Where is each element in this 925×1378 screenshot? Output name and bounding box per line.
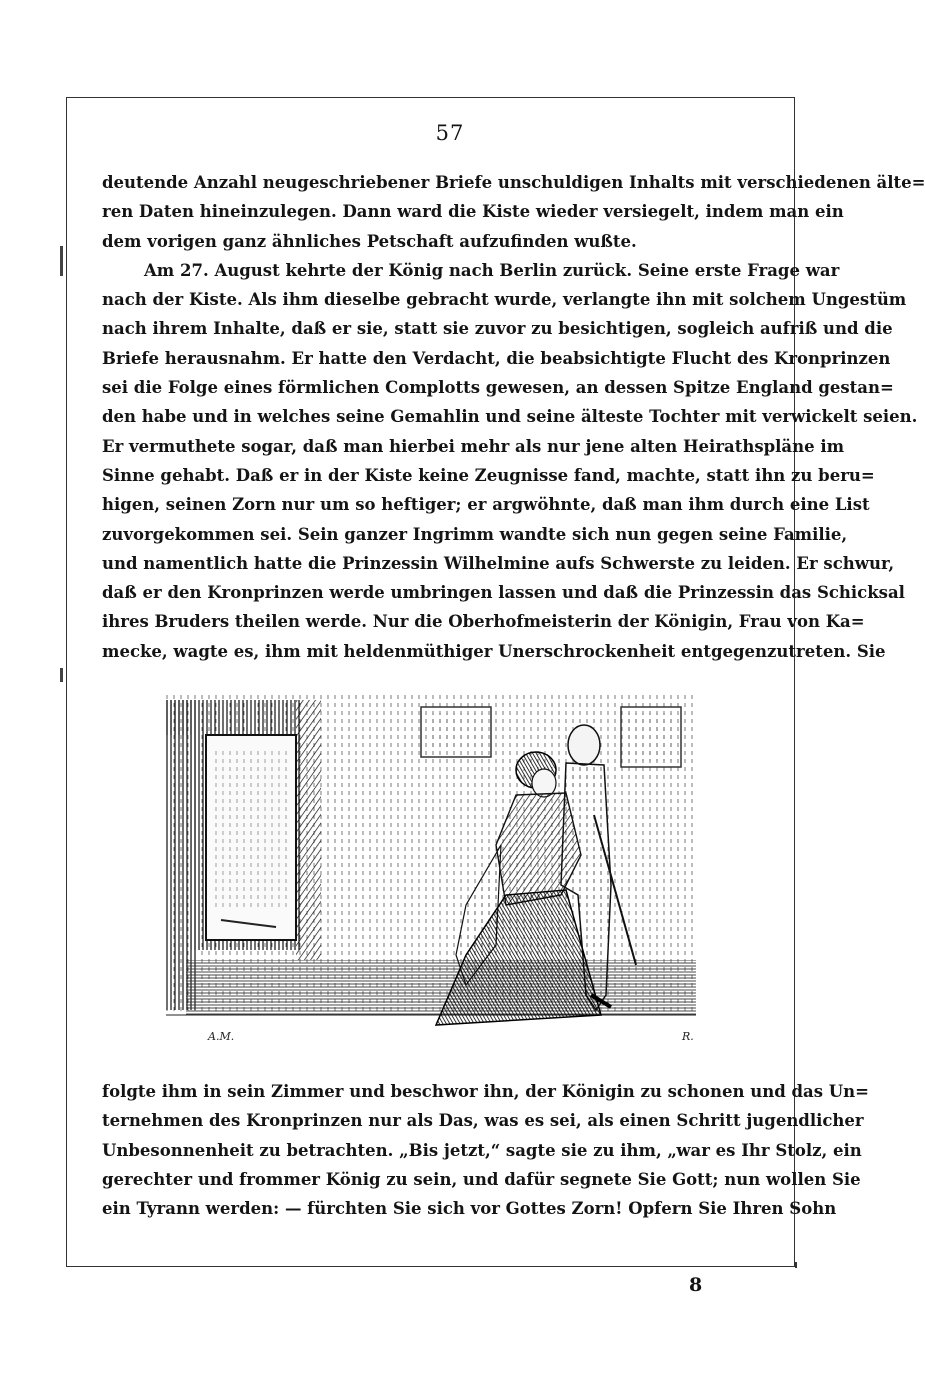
text-line: nach ihrem Inhalte, daß er sie, statt sie zuvor zu besichtigen, sogleich aufriß und die: [102, 319, 893, 339]
engraver-signature: R.: [682, 1030, 694, 1043]
text-line: nach der Kiste. Als ihm dieselbe gebracht wurde, verlangte ihn mit solchem Ungestüm: [102, 290, 907, 310]
text-line: ternehmen des Kronprinzen nur als Das, was es sei, als einen Schritt jugendlicher: [102, 1111, 864, 1131]
engraving-illustration: [166, 695, 696, 1045]
door-frame: [296, 700, 321, 960]
illustrator-signature: A.M.: [208, 1030, 235, 1043]
wall-picture-inner: [428, 713, 484, 751]
text-line: higen, seinen Zorn nur um so heftiger; er argwöhnte, daß man ihm durch eine List: [102, 495, 870, 515]
text-line: und namentlich hatte die Prinzessin Wilhelmine aufs Schwerste zu leiden. Er schwur,: [102, 553, 895, 573]
page-number: 57: [435, 121, 465, 145]
text-line: zuvorgekommen sei. Sein ganzer Ingrimm wandte sich nun gegen seine Familie,: [102, 524, 848, 544]
body-text-bottom: [102, 1077, 869, 1223]
text-line: ihres Bruders theilen werde. Nur die Oberhofmeisterin der Königin, Frau von Ka=: [102, 612, 865, 632]
text-line: ren Daten hineinzulegen. Dann ward die Kiste wieder versiegelt, indem man ein: [102, 202, 844, 222]
text-line: dem vorigen ganz ähnliches Petschaft aufzufinden wußte.: [102, 231, 637, 251]
text-line: Sinne gehabt. Daß er in der Kiste keine Zeugnisse fand, machte, statt ihn zu beru=: [102, 465, 875, 485]
text-line: Unbesonnenheit zu betrachten. „Bis jetzt,“ sagte sie zu ihm, „war es Ihr Stolz, ein: [102, 1140, 862, 1160]
frame-corner: [795, 1262, 797, 1268]
sheet-signature: 8: [689, 1274, 703, 1296]
text-line: den habe und in welches seine Gemahlin und seine älteste Tochter mit verwickelt seien.: [102, 407, 918, 427]
wall-picture-inner: [628, 713, 674, 761]
text-line: Am 27. August kehrte der König nach Berlin zurück. Seine erste Frage war: [144, 260, 840, 280]
text-line: Briefe herausnahm. Er hatte den Verdacht, die beabsichtigte Flucht des Kronprinzen: [102, 348, 891, 368]
margin-mark: [60, 668, 63, 682]
text-line: ein Tyrann werden: — fürchten Sie sich vor Gottes Zorn! Opfern Sie Ihren Sohn: [102, 1199, 837, 1219]
margin-mark: [60, 246, 63, 276]
text-line: sei die Folge eines förmlichen Complotts gewesen, an dessen Spitze England gestan=: [102, 378, 894, 398]
page-frame-bottom-rule: [66, 1266, 797, 1267]
text-line: folgte ihm in sein Zimmer und beschwor ihn, der Königin zu schonen und das Un=: [102, 1082, 869, 1101]
text-line: daß er den Kronprinzen werde umbringen lassen und daß die Prinzessin das Schicksal: [102, 583, 905, 603]
doorway-curtain: [214, 750, 288, 910]
body-text-top: [102, 168, 925, 666]
text-line: mecke, wagte es, ihm mit heldenmüthiger Unerschrockenheit entgegenzutreten. Sie: [102, 641, 886, 661]
text-line: deutende Anzahl neugeschriebener Briefe unschuldigen Inhalts mit verschiedenen älte=: [102, 173, 925, 192]
text-line: Er vermuthete sogar, daß man hierbei mehr als nur jene alten Heirathspläne im: [102, 436, 845, 456]
text-line: gerechter und frommer König zu sein, und dafür segnete Sie Gott; nun wollen Sie: [102, 1169, 861, 1189]
floor: [186, 960, 696, 1015]
